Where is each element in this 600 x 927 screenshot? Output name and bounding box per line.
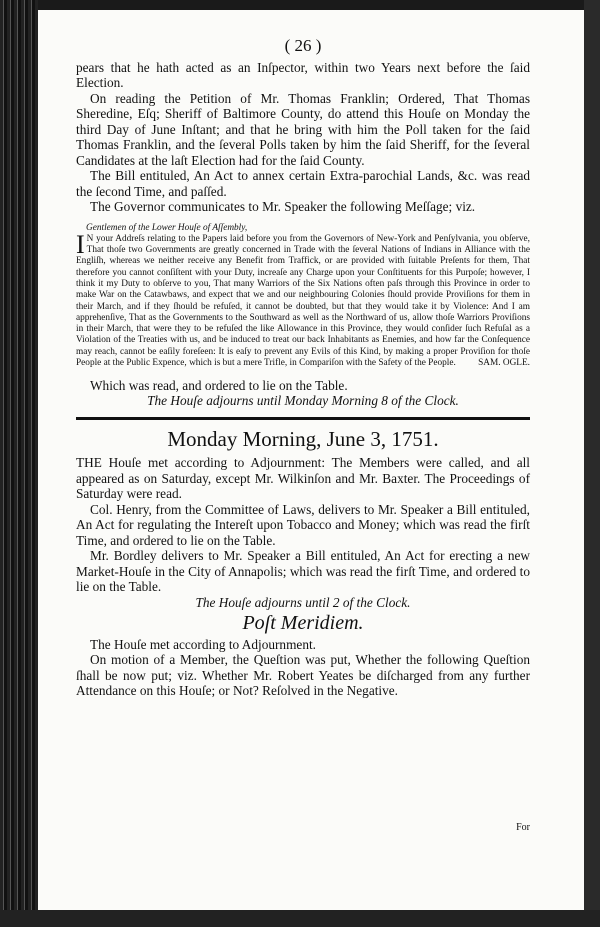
right-edge [584, 0, 600, 927]
paragraph: Which was read, and ordered to lie on the Table. [90, 377, 348, 393]
paragraph: THE Houſe met according to Adjournment: The Members were called, and all appeared as on Saturday, except Mr. Wilkinſon and Mr. Baxter. The Proceedings of Saturday were read. [76, 455, 530, 502]
divider [76, 417, 530, 420]
paragraph: The Houſe met according to Adjournment. [90, 636, 316, 652]
governor-message [76, 223, 530, 370]
binding-edge [0, 0, 38, 927]
adjournment: The Houſe adjourns until Monday Morning 8 of the Clock. [147, 393, 459, 409]
message-body: N your Addreſs relating to the Papers laid before you from the Governors of New-York and Penſylvania, you obſerve, That thoſe two Governments are greatly concerned in Trade with the ſeveral Nations of Indians in Alliance with the Engliſh, whereas we neither receive any Benefit from Traffick, or are provided with ſuitable Preſents for them, That therefore you cannot conſiſtent with your Duty, increaſe any Charge upon your Conſtituents for this Purpoſe; however, I think it my Duty to obſerve to you, That many Warriors of the Six Nations often paſs through this Province in order to make War on the Catawbaws, and expect that we and our neighbouring Colonies ſhould provide Proviſions for them in their March, and if they ſhould be refuſed, it cannot be doubted, but that they would take it by Violence: And I am apprehenſive, That as the Governments to the Southward as well as the Northward of us, allow thoſe Warriors Proviſions in their March, that were they to be refuſed the like Allowance in this Province, they would conſider ſuch Refuſal as a Violation of the Treaties with us, and be induced to treat our back Inhabitants as Enemies, and how far the Conſequence may reach, cannot be eaſily foreſeen: It is eaſy to prevent any Evils of this Kind, by making a proper Proviſion for thoſe People at the Public Expence, which is but a mere Trifle, in Compariſon with the Safety of the People. [76, 233, 530, 369]
drop-cap: I [76, 229, 85, 259]
page-content [76, 38, 530, 699]
paragraph: On motion of a Member, the Queſtion was put, Whether the following Queſtion ſhall be now put; viz. Whether Mr. Robert Yeates be diſcharged from any further Attendance on this Houſe; or Not? Reſolved in the Negative. [76, 652, 530, 699]
paragraph: Col. Henry, from the Committee of Laws, delivers to Mr. Speaker a Bill entituled, An Act for regulating the Intereſt upon Tobacco and Money; which was read the firſt Time, and ordered to lie on the Table. [76, 501, 530, 548]
message-signature: SAM. OGLE. [478, 358, 530, 369]
paragraph: pears that he hath acted as an Inſpector, within two Years next before the ſaid Election. [76, 59, 530, 90]
adjournment: The Houſe adjourns until 2 of the Clock. [195, 594, 411, 610]
paragraph: Mr. Bordley delivers to Mr. Speaker a Bill entituled, An Act for erecting a new Market-Houſe in the City of Annapolis; which was read the firſt Time, and ordered to lie on the Table. [76, 548, 530, 595]
catchword: For [516, 822, 530, 833]
paragraph: The Governor communicates to Mr. Speaker the following Meſſage; viz. [90, 199, 476, 214]
paragraph: On reading the Petition of Mr. Thomas Franklin; Ordered, That Thomas Sheredine, Eſq; Sheriff of Baltimore County, do attend this Houſe on Monday the third Day of June Inſtant; and that he bring with him the Poll taken for the ſaid Thomas Franklin, and the ſeveral Polls taken by him the ſaid Sheriff, for the ſeveral Candidates at the laſt Election had for the ſaid County. [76, 90, 530, 168]
post-meridiem-heading: Poſt Meridiem. [242, 612, 364, 635]
day-heading: Monday Morning, June 3, 1751. [167, 426, 439, 451]
paragraph: The Bill entituled, An Act to annex certain Extra-parochial Lands, &c. was read the ſecond Time, and paſſed. [76, 168, 530, 199]
message-salutation: Gentlemen of the Lower Houſe of Aſſembly, [86, 222, 248, 233]
page-number: ( 26 ) [284, 36, 322, 55]
bottom-edge [0, 910, 600, 927]
